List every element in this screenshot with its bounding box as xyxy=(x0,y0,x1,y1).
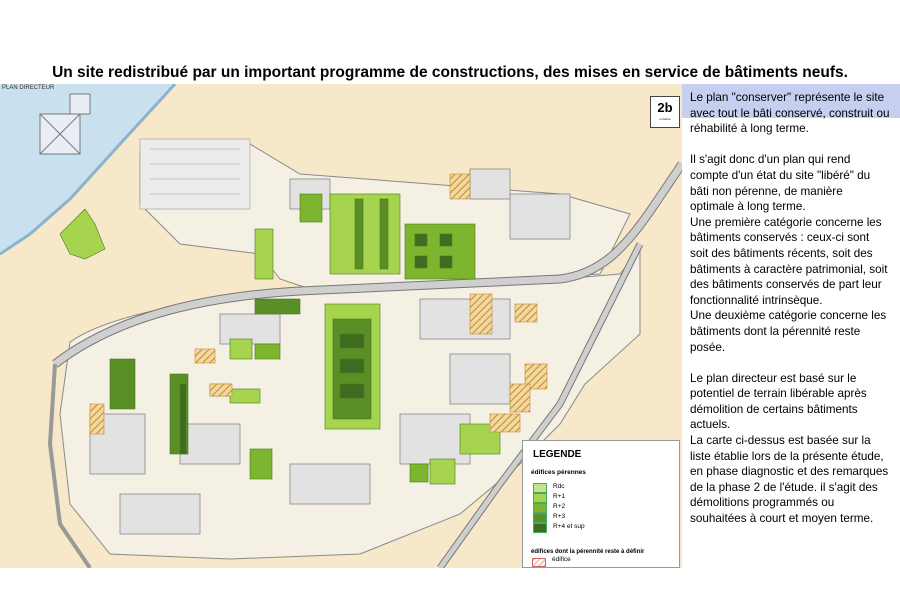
legend-swatch xyxy=(533,483,547,493)
parking-area xyxy=(140,139,250,209)
legend-label: R+1 xyxy=(553,493,566,500)
description-panel xyxy=(690,90,890,527)
legend-swatch xyxy=(533,503,547,513)
legend-section-undefined: édifices dont la pérennité reste à définir xyxy=(531,549,645,555)
legend-title: LEGENDE xyxy=(533,449,582,460)
legend-label: R+3 xyxy=(553,513,566,520)
page-title: Un site redistribué par un important programme de constructions, des mises en service de bâtiments neufs. xyxy=(52,64,848,81)
badge-number: 2b xyxy=(657,100,673,115)
badge-subtitle: schéma xyxy=(659,117,671,121)
legend-hatch-label: édifice xyxy=(552,556,571,563)
description-paragraph-1: Le plan "conserver" représente le site avec tout le bâti conservé, construit ou réhabilité à long terme. xyxy=(690,91,890,136)
plan-number-badge xyxy=(650,96,680,128)
legend-label: R+2 xyxy=(553,503,566,510)
plan-directeur-label: PLAN DIRECTEUR xyxy=(2,85,55,91)
legend-swatch xyxy=(533,493,547,503)
map-legend xyxy=(522,440,680,568)
legend-section-perennial: édifices pérennes xyxy=(531,469,586,476)
description-paragraph-2: Il s'agit donc d'un plan qui rend compte d'un état du site "libéré" du bâti non pérenne, de manière optimale à long terme. Une première catégorie concerne les bâtiments conservés : ceux-ci sont soit des bâtiments récents, soit des bâtiments à caractère patrimonial, soit des bâtiments conservés de part leur fonctionnalité intrinsèque. Une deuxième catégorie concerne les bâtiments dont la pérennité reste posée. xyxy=(690,153,888,354)
legend-label: Rdc xyxy=(553,483,565,490)
legend-label: R+4 et sup xyxy=(553,523,585,530)
legend-swatch xyxy=(533,513,547,523)
legend-hatch-swatch xyxy=(532,558,546,567)
description-paragraph-3: Le plan directeur est basé sur le potentiel de terrain libérable après démolition de certains bâtiments actuels. La carte ci-dessus est basée sur la liste établie lors de la présente étude, en phase diagnostic et des remarques de la phase 2 de l'étude. il s'agit des démolitions programmés ou souhaitées à court et moyen terme. xyxy=(690,371,889,526)
legend-swatch xyxy=(533,523,547,533)
